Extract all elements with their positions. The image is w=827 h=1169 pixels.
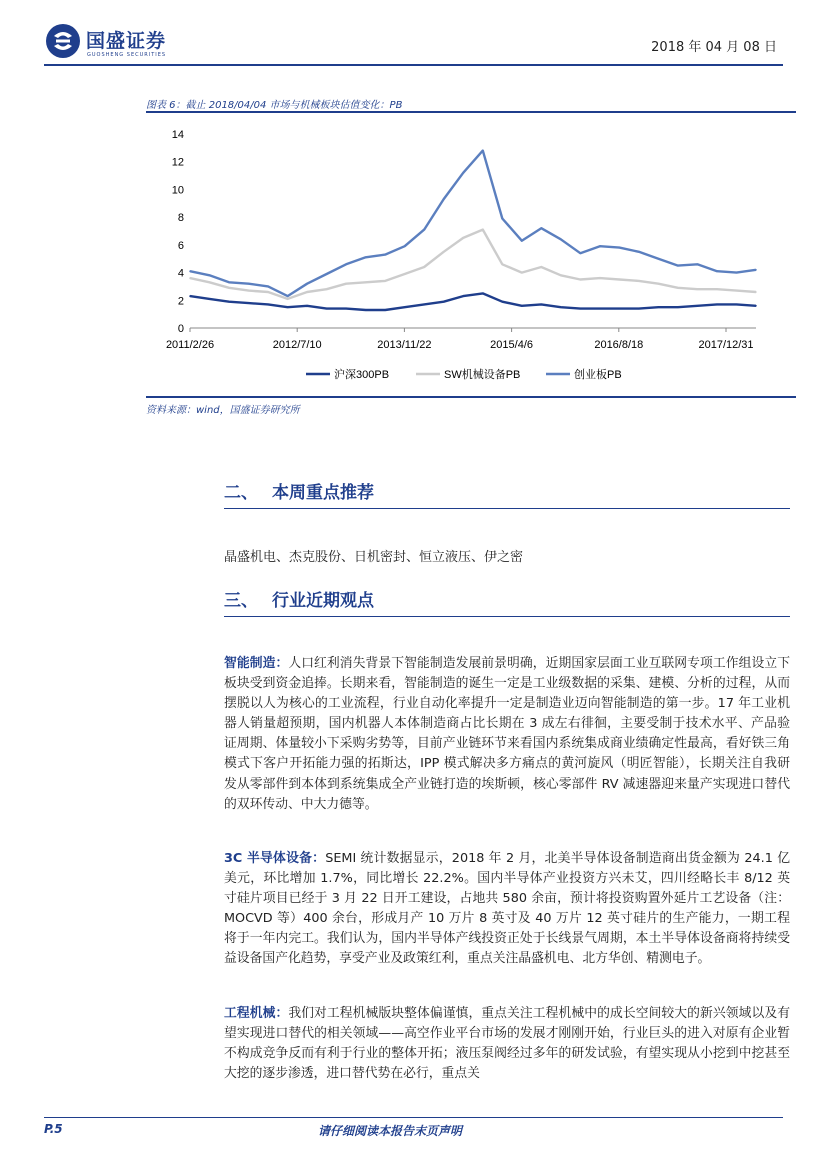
chart-series [189, 150, 757, 311]
paragraph-body: SEMI 统计数据显示，2018 年 2 月，北美半导体设备制造商出货金额为 24.1 亿美元，环比增加 1.7%，同比增长 22.2%。国内半导体产业投资方兴未艾，四川经略长丰 8/12 英寸硅片项目已经于 3 月 22 日开工建设，占地共 580 余亩，预计将投资购置外延片工艺设备（注：MOCVD 等）400 余台，形成月产 10 万片 8 英寸及 40 万片 12 英寸硅片的生产能力，一期工程将于一年内完工。我们认为，国内半导体产线投资正处于长线景气周期，本土半导体设备商将持续受益设备国产化趋势，享受产业及政策红利，重点关注晶盛机电、北方华创、精测电子。 [224, 851, 790, 967]
data-point [384, 280, 386, 282]
data-point [736, 304, 738, 306]
data-point [267, 286, 269, 288]
paragraph-construction-machinery [224, 1004, 790, 1084]
data-point [209, 275, 211, 277]
data-point [423, 229, 425, 231]
y-tick-label: 12 [171, 156, 184, 169]
data-point [638, 251, 640, 253]
data-point [267, 304, 269, 306]
data-point [306, 305, 308, 307]
section-rule [224, 508, 790, 509]
data-point [482, 293, 484, 295]
data-point [423, 266, 425, 268]
data-point [482, 229, 484, 231]
data-point [365, 282, 367, 284]
data-point [306, 291, 308, 293]
figure-bottom-rule [146, 396, 796, 398]
data-point [560, 239, 562, 241]
y-tick-label: 10 [171, 184, 184, 197]
data-point [287, 295, 289, 297]
paragraph-lead: 3C 半导体设备： [224, 851, 326, 866]
data-point [404, 273, 406, 275]
data-point [502, 218, 504, 220]
x-tick-label: 2015/4/6 [490, 339, 534, 351]
paragraph-smart-manufacturing [224, 654, 790, 815]
section-number: 二、 [224, 483, 258, 503]
legend-label: SW机械设备PB [444, 369, 521, 381]
y-tick-label: 6 [177, 239, 184, 252]
chart-legend [306, 367, 622, 381]
pb-line-chart [146, 116, 796, 394]
data-point [248, 302, 250, 304]
x-tick-label: 2012/7/10 [272, 339, 322, 351]
figure-title: 图表 6：截止 2018/04/04 市场与机械板块估值变化：PB [146, 100, 403, 111]
data-point [345, 264, 347, 266]
legend-label: 创业板PB [574, 369, 622, 381]
data-point [287, 306, 289, 308]
data-point [638, 280, 640, 282]
data-point [462, 295, 464, 297]
data-point [736, 290, 738, 292]
page-header [0, 0, 827, 70]
section-title: 本周重点推荐 [272, 483, 374, 503]
y-tick-label: 4 [177, 267, 184, 280]
x-tick-label: 2013/11/22 [377, 339, 432, 351]
data-point [462, 172, 464, 174]
data-point [716, 304, 718, 306]
footer-divider [44, 1117, 783, 1118]
data-point [736, 272, 738, 274]
data-point [345, 283, 347, 285]
data-point [209, 282, 211, 284]
brand-subtitle: GUOSHENG SECURITIES [87, 52, 167, 58]
data-point [560, 275, 562, 277]
data-point [697, 288, 699, 290]
legend-label: 沪深300PB [334, 369, 390, 381]
data-point [443, 251, 445, 253]
data-point [599, 277, 601, 279]
data-point [716, 270, 718, 272]
data-point [677, 265, 679, 267]
data-point [404, 306, 406, 308]
data-point [560, 306, 562, 308]
data-point [755, 291, 757, 293]
section-heading-views [224, 586, 374, 611]
paragraph-3c-semiconductor [224, 849, 790, 970]
data-point [521, 305, 523, 307]
data-point [365, 257, 367, 259]
data-point [599, 245, 601, 247]
header-divider [44, 64, 783, 66]
data-point [228, 301, 230, 303]
data-point [697, 264, 699, 266]
data-point [619, 247, 621, 249]
figure-top-rule [146, 111, 796, 113]
data-point [658, 283, 660, 285]
data-point [580, 308, 582, 310]
data-point [443, 198, 445, 200]
data-point [326, 308, 328, 310]
data-point [541, 266, 543, 268]
paragraph-lead: 智能制造： [224, 656, 289, 671]
data-point [580, 252, 582, 254]
data-point [755, 269, 757, 271]
data-point [521, 240, 523, 242]
recommend-list: 晶盛机电、杰克股份、日机密封、恒立液压、伊之密 [224, 550, 524, 565]
page-number: P.5 [44, 1122, 63, 1136]
data-point [638, 308, 640, 310]
data-point [404, 245, 406, 247]
data-point [716, 288, 718, 290]
y-tick-label: 2 [177, 295, 184, 308]
data-point [580, 279, 582, 281]
data-point [209, 298, 211, 300]
data-point [677, 306, 679, 308]
data-point [521, 272, 523, 274]
section-title: 行业近期观点 [272, 591, 374, 611]
data-point [658, 258, 660, 260]
data-point [541, 304, 543, 306]
data-point [599, 308, 601, 310]
data-point [228, 282, 230, 284]
data-point [541, 227, 543, 229]
data-point [326, 273, 328, 275]
brand-logo-icon [44, 22, 84, 60]
data-point [658, 306, 660, 308]
data-point [502, 264, 504, 266]
report-date: 2018 年 04 月 08 日 [651, 40, 777, 55]
y-tick-label: 8 [177, 212, 184, 225]
data-point [697, 305, 699, 307]
data-point [267, 291, 269, 293]
data-point [189, 295, 191, 297]
section-number: 三、 [224, 591, 258, 611]
data-point [248, 290, 250, 292]
y-tick-label: 14 [171, 129, 184, 141]
x-tick-label: 2017/12/31 [698, 339, 754, 351]
section-heading-recommend [224, 478, 374, 503]
x-tick-label: 2011/2/26 [165, 339, 215, 351]
section-rule [224, 616, 790, 617]
data-point [619, 279, 621, 281]
y-tick-label: 0 [177, 323, 184, 335]
data-point [502, 301, 504, 303]
series-line-2 [190, 151, 756, 297]
y-axis [172, 129, 184, 335]
x-tick-label: 2016/8/18 [594, 339, 644, 351]
data-point [619, 308, 621, 310]
x-axis [166, 328, 756, 351]
data-point [248, 283, 250, 285]
disclaimer-note: 请仔细阅读本报告末页声明 [318, 1124, 463, 1138]
data-point [326, 288, 328, 290]
data-point [443, 301, 445, 303]
paragraph-lead: 工程机械： [224, 1006, 289, 1021]
data-point [482, 150, 484, 152]
data-point [287, 298, 289, 300]
data-point [384, 309, 386, 311]
data-point [228, 287, 230, 289]
data-point [189, 277, 191, 279]
data-point [677, 287, 679, 289]
brand-name: 国盛证券 [86, 30, 167, 52]
data-point [345, 308, 347, 310]
data-point [423, 304, 425, 306]
paragraph-body: 人口红利消失背景下智能制造发展前景明确，近期国家层面工业互联网专项工作组设立下板块受到资金追捧。长期来看，智能制造的诞生一定是工业级数据的采集、建模、分析的过程，从而摆脱以人为核心的工业流程，行业自动化率提升一定是制造业迈向智能制造的第一步。17 年工业机器人销量超预期，国内机器人本体制造商占比长期在 3 成左右徘徊，主要受制于技术水平、产品验证周期、体量较小下采购劣势等，目前产业链环节来看国内系统集成商业绩确定性最高，看好铁三角模式下客户开拓能力强的拓斯达，IPP 模式解决多方痛点的黄河旋风（明匠智能），长期关注自我研发从零部件到本体到系统集成全产业链打造的埃斯顿，核心零部件 RV 减速器迎来量产实现进口替代的双环传动、中大力德等。 [224, 656, 791, 812]
data-point [384, 254, 386, 256]
paragraph-body: 我们对工程机械版块整体偏谨慎，重点关注工程机械中的成长空间较大的新兴领域以及有望实现进口替代的相关领域——高空作业平台市场的发展才刚刚开始，行业巨头的进入对原有企业暂不构成竞争反而有利于行业的整体开拓；液压泵阀经过多年的研发试验，有望实现从小挖到中挖甚至大挖的逐步渗透，进口替代势在必行，重点关 [224, 1006, 791, 1082]
data-point [755, 305, 757, 307]
data-point [189, 270, 191, 272]
data-point [365, 309, 367, 311]
data-point [462, 237, 464, 239]
figure-source: 资料来源：wind，国盛证券研究所 [146, 405, 300, 416]
data-point [306, 283, 308, 285]
series-line-0 [190, 293, 756, 310]
